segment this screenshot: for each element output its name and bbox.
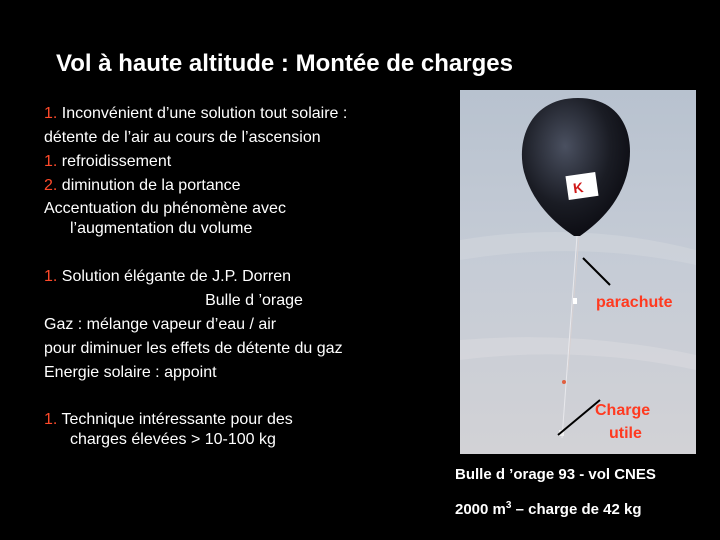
list-item: 1. refroidissement [44,153,172,170]
label-charge: Charge [595,402,651,419]
caption-line2: 2000 $m^3$ – charge de 42 kg [455,500,642,518]
svg-text:K: K [572,178,585,197]
list-item: pour diminuer les effets de détente du gaz [44,340,343,357]
list-item: Gaz : mélange vapeur d’eau / air [44,316,277,333]
section-inconvenient [44,102,347,238]
label-parachute: parachute [596,294,673,311]
section-technique [44,410,293,450]
caption-line1: Bulle d ’orage 93 - vol CNES [455,466,656,483]
list-item: Accentuation du phénomène avec [44,200,286,217]
label-utile: utile [609,425,642,442]
section-solution [44,265,404,385]
list-item: 1. Technique intéressante pour des [44,411,293,428]
list-item: 1. Solution élégante de J.P. Dorren [44,268,291,285]
list-item: Energie solaire : appoint [44,364,217,381]
balloon-photo-svg [460,90,696,454]
balloon-photo [460,90,696,454]
parachute-marker [573,298,577,304]
list-item: détente de l’air au cours de l’ascension [44,129,321,146]
page-title: Vol à haute altitude : Montée de charges [56,50,513,77]
list-item: l’augmentation du volume [70,220,253,237]
list-item: charges élevées > 10-100 kg [70,431,276,448]
list-item: 1. Inconvénient d’une solution tout solaire : [44,105,348,122]
list-item: 2. diminution de la portance [44,177,241,194]
list-item: Bulle d ’orage [205,292,303,309]
